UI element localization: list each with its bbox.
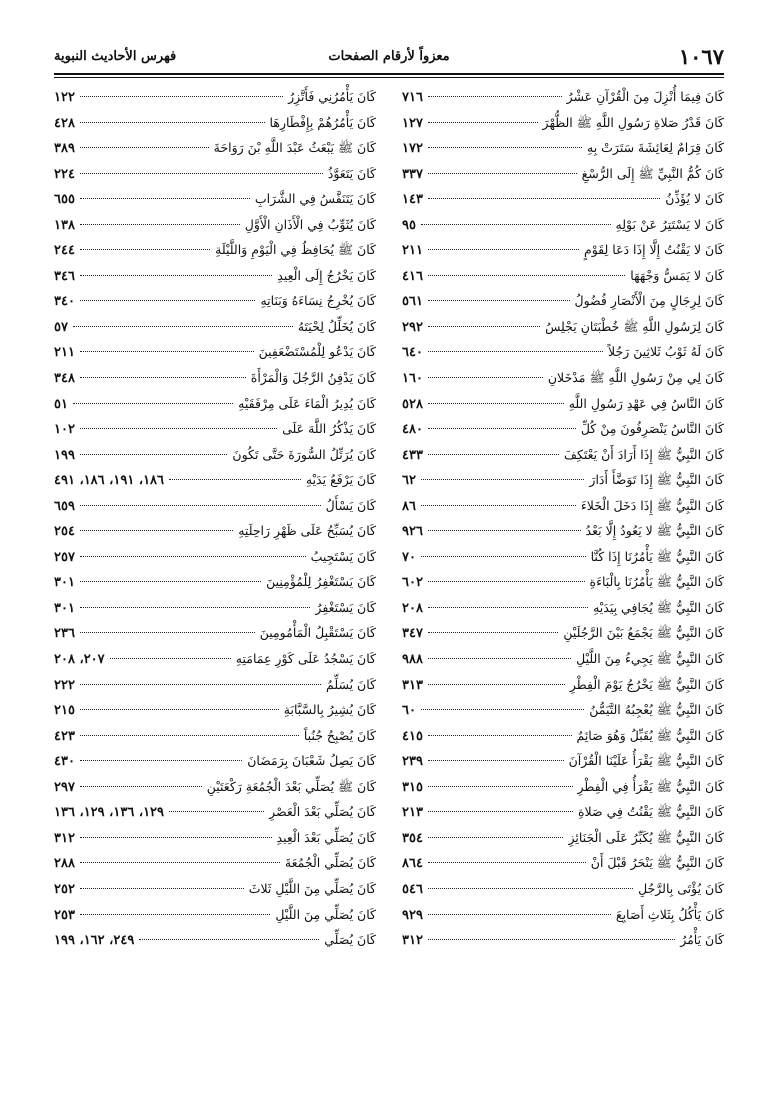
index-entry: [402, 595, 724, 621]
dot-leader: [139, 939, 319, 940]
index-entry: [54, 927, 376, 953]
index-entry: [402, 288, 724, 314]
index-entry: [54, 569, 376, 595]
hadith-incipit: كَانَ يُصَلِّي بَعْدَ الْعِيدِ: [276, 829, 376, 845]
hadith-incipit: كَانَ يَسْتَغْفِرُ: [315, 599, 376, 615]
dot-leader: [421, 709, 584, 710]
index-entry: [402, 774, 724, 800]
hadith-incipit: كَانَ فِيمَا أُنْزِلَ مِنَ الْقُرْآنِ عَشْرُ: [566, 89, 724, 104]
hadith-incipit: كَانَ يَتَعَوَّذُ: [327, 165, 376, 181]
hadith-incipit: كَانَ يَذْكُرُ اللَّهَ عَلَى: [282, 421, 376, 437]
hadith-incipit: كَانَ يَصِلُ شَعْبَانَ بِرَمَضَانَ: [247, 753, 376, 769]
index-entry: [54, 825, 376, 851]
hadith-incipit: كَانَ يَأْمُرُهُمْ بِإِفْطَارِهَا: [269, 114, 376, 130]
hadith-incipit: كَانَ يُسَلِّمُ: [326, 676, 376, 692]
index-column-left: [54, 84, 376, 1024]
hadith-incipit: كَانَ النَّبِيُّ ﷺ يَأْمُرُنَا إِذَا كُنَّا: [590, 548, 724, 564]
page-reference: ٤٨٠: [402, 422, 423, 438]
dot-leader: [428, 811, 573, 812]
index-entry: [402, 825, 724, 851]
page-reference: ٣١٣: [402, 677, 423, 693]
page-reference: ٢١٣: [402, 805, 423, 821]
dot-leader: [428, 888, 633, 889]
hadith-incipit: كَانَ النَّبِيُّ ﷺ يَقْرَأُ عَلَيْنَا الْقُرْآنَ: [568, 753, 724, 769]
page-reference: ١٢٢: [54, 90, 75, 105]
dot-leader: [428, 275, 625, 276]
page-reference: ٤١٥: [402, 728, 423, 744]
hadith-incipit: كَانَ يُرَتِّلُ السُّورَةَ حَتَّى تَكُونَ: [232, 446, 376, 462]
page-reference: ٣٤٧: [402, 626, 423, 642]
dot-leader: [80, 198, 250, 199]
dot-leader: [80, 454, 227, 455]
index-entry: [402, 493, 724, 519]
hadith-incipit: كَانَ لا يَمَسُّ وَجْهَهَا: [630, 267, 724, 283]
index-entry: [402, 697, 724, 723]
hadith-incipit: كَانَ النَّبِيُّ ﷺ يَنْحَرُ قَبْلَ أَنْ: [590, 855, 724, 871]
page-reference: ٢٨٨: [54, 856, 75, 872]
page-reference: ٩٥: [402, 217, 416, 233]
hadith-incipit: كَانَ يُسَبِّحُ عَلَى ظَهْرِ رَاحِلَتِهِ: [238, 523, 376, 539]
dot-leader: [80, 377, 246, 378]
hadith-incipit: كَانَ يَسْجُدُ عَلَى كَوْرِ عِمَامَتِهِ: [235, 651, 376, 667]
dot-leader: [428, 607, 588, 608]
hadith-incipit: كَانَ النَّبِيُّ ﷺ يَأْمُرُنَا بِالْبَاءَةِ: [589, 574, 724, 590]
page-reference: ٣١٥: [402, 779, 423, 795]
hadith-incipit: كَانَ النَّبِيُّ ﷺ يَجْمَعُ بَيْنَ الرَّجُلَيْنِ: [563, 625, 724, 641]
index-entry: [54, 774, 376, 800]
dot-leader: [80, 224, 240, 225]
dot-leader: [80, 505, 321, 506]
index-entry: [54, 518, 376, 544]
hadith-incipit: كَانَ يَسْتَغْفِرُ لِلْمُؤْمِنِينَ: [266, 574, 376, 590]
page-reference: ٣٤٠: [54, 294, 75, 310]
page-reference: ٥٤٦: [402, 881, 423, 897]
index-entry: [402, 263, 724, 289]
index-entry: [402, 646, 724, 672]
index-entry: [54, 263, 376, 289]
page-reference: ٣١٢: [402, 933, 423, 949]
hadith-incipit: كَانَ يُصَلِّي مِنَ اللَّيْلِ ثَلاثَ: [248, 880, 376, 896]
page-reference: ٤٢٨: [54, 115, 75, 131]
dot-leader: [80, 173, 323, 174]
dot-leader: [428, 300, 570, 301]
dot-leader: [428, 96, 562, 97]
dot-leader: [73, 326, 293, 327]
hadith-incipit: كَانَ يَأْمُرُنِي فَأَتَّزِرُ: [288, 89, 376, 104]
hadith-incipit: كَانَ يُصْبِحُ جُنُباً: [303, 727, 376, 743]
page-reference: ١٣٨: [54, 217, 75, 233]
hadith-incipit: كَانَ النَّبِيُّ ﷺ يَقْرَأُ فِي الْفِطْرِ: [577, 778, 724, 794]
hadith-incipit: كَانَ النَّبِيُّ ﷺ يُكَبِّرُ عَلَى الْجَنَائِزِ: [568, 829, 724, 845]
hadith-incipit: كَانَ يُصَلِّي الْجُمُعَةَ: [284, 855, 376, 871]
dot-leader: [428, 632, 558, 633]
hadith-incipit: كَانَ قِرَامٌ لِعَائِشَةَ سَتَرَتْ بِهِ: [587, 140, 724, 156]
page-reference: ٢٠٧، ٢٠٨: [54, 652, 105, 668]
hadith-incipit: كَانَ النَّبِيُّ ﷺ يُقَبِّلُ وَهُوَ صَائِمٌ: [576, 727, 724, 743]
dot-leader: [428, 198, 660, 199]
index-entry: [54, 237, 376, 263]
index-entry: [54, 672, 376, 698]
page-reference: ٢٠٨: [402, 600, 423, 616]
dot-leader: [80, 684, 321, 685]
dot-leader: [80, 351, 254, 352]
hadith-incipit: كَانَ يُؤْتَى بِالرَّجُلِ: [638, 880, 724, 896]
index-entry: [402, 365, 724, 391]
dot-leader: [80, 862, 280, 863]
page-reference: ٩٢٩: [402, 907, 423, 923]
index-entry: [402, 672, 724, 698]
dot-leader: [428, 684, 565, 685]
dot-leader: [80, 607, 310, 608]
page-reference: ٦٥٥: [54, 192, 75, 208]
hadith-incipit: كَانَ قَدْرُ صَلاةِ رَسُولِ اللَّهِ ﷺ الظُّهْرَ: [542, 114, 724, 130]
index-entry: [402, 723, 724, 749]
page-reference: ١٧٢: [402, 141, 423, 157]
index-entry: [54, 493, 376, 519]
hadith-incipit: كَانَ لِرِجَالٍ مِنَ الْأَنْصَارِ فُضُولُ: [574, 293, 724, 309]
page-reference: ٢٣٦: [54, 626, 75, 642]
page-reference: ٦٤٠: [402, 345, 423, 361]
dot-leader: [428, 837, 564, 838]
dot-leader: [428, 147, 582, 148]
page-reference: ٤٢٣: [54, 728, 75, 744]
dot-leader: [428, 760, 564, 761]
hadith-incipit: كَانَ النَّبِيُّ ﷺ يَخْرُجُ يَوْمَ الْفِطْرِ: [569, 676, 724, 692]
hadith-incipit: كَانَ النَّبِيُّ ﷺ يُجَافِي بِيَدَيْهِ: [593, 599, 724, 615]
hadith-incipit: كَانَ يَدْعُو لِلْمُسْتَضْعَفِينَ: [258, 344, 376, 360]
dot-leader: [80, 249, 210, 250]
page-reference: ٦٥٩: [54, 498, 75, 514]
dot-leader: [80, 760, 242, 761]
index-entry: [54, 902, 376, 928]
dot-leader: [80, 837, 272, 838]
hadith-incipit: كَانَ يُدِيرُ الْمَاءَ عَلَى مِرْفَقَيْهِ: [238, 395, 376, 411]
page-reference: ١٨٦، ١٩١، ١٨٦، ٤٩١: [54, 473, 165, 489]
index-entry: [54, 135, 376, 161]
hadith-incipit: كَانَ النَّبِيُّ ﷺ إِذَا أَرَادَ أَنْ يَعْتَكِفَ: [564, 446, 724, 462]
dot-leader: [428, 377, 543, 378]
index-entry: [402, 186, 724, 212]
dot-leader: [428, 122, 538, 123]
dot-leader: [428, 351, 603, 352]
page-reference: ٢٣٩: [402, 754, 423, 770]
index-entry: [54, 646, 376, 672]
header-rule-thin: [54, 77, 724, 78]
hadith-incipit: كَانَ لا يُؤَذِّنُ: [665, 191, 724, 207]
dot-leader: [428, 786, 573, 787]
page-reference: ١٢٩، ١٣٦، ١٢٩، ١٣٦: [54, 805, 165, 821]
page-reference: ٧١٦: [402, 90, 423, 105]
page-reference: ٢٥٧: [54, 549, 75, 565]
index-column-right: [402, 84, 724, 1024]
page-reference: ٣٠١: [54, 575, 75, 591]
hadith-incipit: كَانَ يَرْفَعُ يَدَيْهِ: [305, 472, 376, 488]
page-reference: ٢١٥: [54, 703, 75, 719]
dot-leader: [80, 147, 209, 148]
hadith-incipit: كَانَ يَسْأَلُ: [325, 497, 376, 513]
page-reference: ٥٦١: [402, 294, 423, 310]
page-number: ١٠٦٧: [678, 44, 724, 69]
index-entry: [54, 876, 376, 902]
index-entry: [54, 365, 376, 391]
index-entry: [402, 110, 724, 136]
index-entry: [54, 314, 376, 340]
index-entry: [402, 161, 724, 187]
page-reference: ٩٨٨: [402, 652, 423, 668]
book-title: فهرس الأحاديث النبوية: [54, 49, 177, 64]
page-reference: ٨٦: [402, 498, 416, 514]
page-subtitle: معزواً لأرقام الصفحات: [328, 49, 450, 64]
dot-leader: [80, 914, 270, 915]
dot-leader: [73, 403, 233, 404]
dot-leader: [428, 735, 572, 736]
index-entry: [402, 902, 724, 928]
index-entry: [54, 110, 376, 136]
page-reference: ١٤٣: [402, 192, 423, 208]
page-reference: ٧٠: [402, 549, 416, 565]
index-entry: [54, 544, 376, 570]
dot-leader: [80, 530, 233, 531]
page-reference: ٣٨٩: [54, 141, 75, 157]
dot-leader: [428, 173, 577, 174]
hadith-incipit: كَانَ يُشِيرُ بِالسَّبَّابَةِ: [283, 702, 376, 718]
index-entry: [402, 391, 724, 417]
page-reference: ٢٩٧: [54, 779, 75, 795]
index-entry: [402, 135, 724, 161]
page-reference: ٦٠٢: [402, 575, 423, 591]
index-entry: [402, 416, 724, 442]
hadith-incipit: كَانَ لِي مِنْ رَسُولِ اللَّهِ ﷺ مَدْخَلانِ: [547, 370, 724, 386]
index-entry: [402, 799, 724, 825]
page-reference: ٢٢٤: [54, 166, 75, 182]
dot-leader: [80, 428, 277, 429]
hadith-incipit: كَانَ يَسْتَقْبِلُ الْمَأْمُومِينَ: [259, 625, 376, 641]
dot-leader: [80, 581, 261, 582]
page-reference: ٤٣٣: [402, 447, 423, 463]
dot-leader: [80, 786, 202, 787]
index-entry: [54, 595, 376, 621]
page-reference: ٣٥٤: [402, 830, 423, 846]
index-entry: [54, 850, 376, 876]
hadith-incipit: كَانَ النَّاسُ يَنْصَرِفُونَ مِنْ كُلِّ: [580, 421, 724, 437]
hadith-incipit: كَانَ لِرَسُولِ اللَّهِ ﷺ خُطْبَتَانِ يَجْلِسُ: [545, 318, 724, 334]
dot-leader: [428, 658, 571, 659]
dot-leader: [80, 122, 265, 123]
hadith-incipit: كَانَ يَسْتَجِيبُ: [310, 548, 376, 564]
page-reference: ٢٤٩، ١٦٢، ١٩٩: [54, 933, 135, 949]
index-entry: [402, 620, 724, 646]
index-entry: [54, 161, 376, 187]
hadith-incipit: كَانَ يُخَلِّلُ لِحْيَتَهُ: [297, 318, 376, 334]
page-reference: ٦٢: [402, 473, 416, 489]
page-reference: ٢١١: [402, 243, 423, 259]
index-entry: [402, 850, 724, 876]
hadith-incipit: كَانَ النَّبِيُّ ﷺ يَجِيءُ مِنَ اللَّيْلِ: [576, 651, 724, 667]
dot-leader: [80, 96, 283, 97]
index-entry: [402, 212, 724, 238]
index-entry: [402, 748, 724, 774]
dot-leader: [80, 632, 255, 633]
page-reference: ١٢٧: [402, 115, 423, 131]
page-reference: ٣١٢: [54, 830, 75, 846]
page-reference: ١٩٩: [54, 447, 75, 463]
index-entry: [54, 391, 376, 417]
dot-leader: [110, 658, 231, 659]
page-reference: ٣٣٧: [402, 166, 423, 182]
index-entry: [54, 416, 376, 442]
index-entry: [402, 544, 724, 570]
hadith-incipit: كَانَ يُثَوِّبُ فِي الْأَذَانِ الْأَوَّلِ: [244, 216, 376, 232]
page-reference: ٢١١: [54, 345, 75, 361]
index-entry: [402, 314, 724, 340]
hadith-incipit: كَانَ لا يَسْتَتِرُ عَنْ بَوْلِهِ: [615, 216, 724, 232]
page-reference: ٤٣٠: [54, 754, 75, 770]
page-reference: ١٦٠: [402, 371, 423, 387]
page-reference: ٩٢٦: [402, 524, 423, 540]
hadith-incipit: كَانَ يَأْمُرُ: [680, 932, 724, 948]
dot-leader: [428, 530, 581, 531]
hadith-incipit: كَانَ يُصَلِّي بَعْدَ الْعَصْرِ: [269, 804, 376, 820]
page-reference: ٢٩٢: [402, 319, 423, 335]
dot-leader: [421, 505, 576, 506]
dot-leader: [169, 811, 264, 812]
hadith-incipit: كَانَ لَهُ ثَوْبُ ثَلاثِينَ رَجُلاً: [608, 344, 724, 360]
page-reference: ٥٧: [54, 319, 68, 335]
page-reference: ٢٥٤: [54, 524, 75, 540]
dot-leader: [80, 709, 279, 710]
dot-leader: [428, 326, 540, 327]
hadith-incipit: كَانَ لا يَقْنُتُ إِلَّا إِذَا دَعَا لِقَوْمٍ: [583, 242, 724, 258]
index-entry: [54, 799, 376, 825]
page-reference: ٥١: [54, 396, 68, 412]
dot-leader: [428, 914, 611, 915]
index-entry: [402, 569, 724, 595]
dot-leader: [421, 224, 611, 225]
hadith-incipit: كَانَ يُصَلِّي مِنَ اللَّيْلِ: [275, 906, 376, 922]
dot-leader: [80, 888, 244, 889]
index-entry: [54, 748, 376, 774]
header-rule-thick: [54, 73, 724, 75]
dot-leader: [421, 556, 586, 557]
page-reference: ٣٠١: [54, 600, 75, 616]
index-entry: [54, 339, 376, 365]
dot-leader: [80, 556, 306, 557]
page-reference: ٣٤٨: [54, 371, 75, 387]
dot-leader: [169, 479, 301, 480]
hadith-incipit: كَانَ النَّبِيُّ ﷺ إِذَا دَخَلَ الْخَلاءَ: [580, 497, 724, 513]
index-entry: [402, 518, 724, 544]
hadith-incipit: كَانَ يُخْرِجُ نِسَاءَهُ وَبَنَاتِهِ: [260, 293, 376, 309]
hadith-incipit: كَانَ النَّبِيُّ ﷺ يَقْنُتُ فِي صَلاةِ: [577, 804, 724, 820]
index-entry: [402, 876, 724, 902]
index-entry: [54, 186, 376, 212]
index-entry: [402, 467, 724, 493]
hadith-incipit: كَانَ يَأْكُلُ بِثَلاثِ أَصَابِعَ: [615, 906, 724, 922]
page-reference: ٢٥٣: [54, 907, 75, 923]
dot-leader: [80, 300, 256, 301]
dot-leader: [428, 454, 559, 455]
hadith-incipit: كَانَ النَّبِيُّ ﷺ لا يَعُودُ إِلَّا بَعْدُ: [585, 523, 724, 539]
index-entry: [54, 288, 376, 314]
hadith-incipit: كَانَ النَّاسُ فِي عَهْدِ رَسُولِ اللَّهِ: [568, 395, 724, 411]
page-reference: ٤١٦: [402, 268, 423, 284]
hadith-incipit: كَانَ يَدْفِنُ الرَّجُلَ وَالْمَرْأَةَ: [250, 370, 376, 386]
dot-leader: [428, 581, 585, 582]
index-entry: [54, 723, 376, 749]
hadith-incipit: كَانَ يَخْرُجُ إِلَى الْعِيدِ: [277, 267, 376, 283]
index-entry: [402, 84, 724, 110]
index-entry: [54, 697, 376, 723]
page-reference: ٢٤٤: [54, 243, 75, 259]
page-reference: ٥٢٨: [402, 396, 423, 412]
hadith-incipit: كَانَ يَتَنَفَّسُ فِي الشَّرَابِ: [254, 191, 376, 207]
page-reference: ٣٤٦: [54, 268, 75, 284]
page-header: [54, 44, 724, 70]
index-entry: [54, 467, 376, 493]
page-reference: ٦٠: [402, 703, 416, 719]
hadith-incipit: كَانَ كُمُّ النَّبِيِّ ﷺ إِلَى الرُّسْغِ: [581, 165, 724, 181]
page-reference: ٢٥٢: [54, 881, 75, 897]
index-entry: [54, 442, 376, 468]
index-entry: [402, 927, 724, 953]
index-entry: [54, 620, 376, 646]
dot-leader: [428, 403, 564, 404]
dot-leader: [80, 275, 272, 276]
hadith-incipit: كَانَ النَّبِيُّ ﷺ إِذَا تَوَضَّأَ أَدَارَ: [589, 472, 724, 488]
dot-leader: [428, 939, 675, 940]
page-reference: ١٠٢: [54, 422, 75, 438]
dot-leader: [421, 479, 584, 480]
hadith-incipit: كَانَ النَّبِيُّ ﷺ يُعْجِبُهُ التَّيَمُّنُ: [589, 702, 724, 718]
dot-leader: [428, 249, 579, 250]
dot-leader: [80, 735, 299, 736]
dot-leader: [428, 862, 586, 863]
index-entry: [402, 237, 724, 263]
index-entry: [54, 84, 376, 110]
index-entry: [402, 442, 724, 468]
hadith-incipit: كَانَ يُصَلِّي: [324, 932, 376, 948]
hadith-incipit: كَانَ ﷺ يُحَافِظُ فِي الْيَوْمِ وَاللَّيْلَةِ: [215, 242, 376, 258]
page-reference: ٨٦٤: [402, 856, 423, 872]
hadith-incipit: كَانَ ﷺ يُصَلِّي بَعْدَ الْجُمُعَةِ رَكْعَتَيْنِ: [206, 778, 376, 794]
page-reference: ٢٢٢: [54, 677, 75, 693]
hadith-incipit: كَانَ ﷺ يَبْعَثُ عَبْدَ اللَّهِ بْنَ رَوَاحَةَ: [213, 140, 376, 156]
index-entry: [402, 339, 724, 365]
index-entry: [54, 212, 376, 238]
dot-leader: [428, 428, 576, 429]
